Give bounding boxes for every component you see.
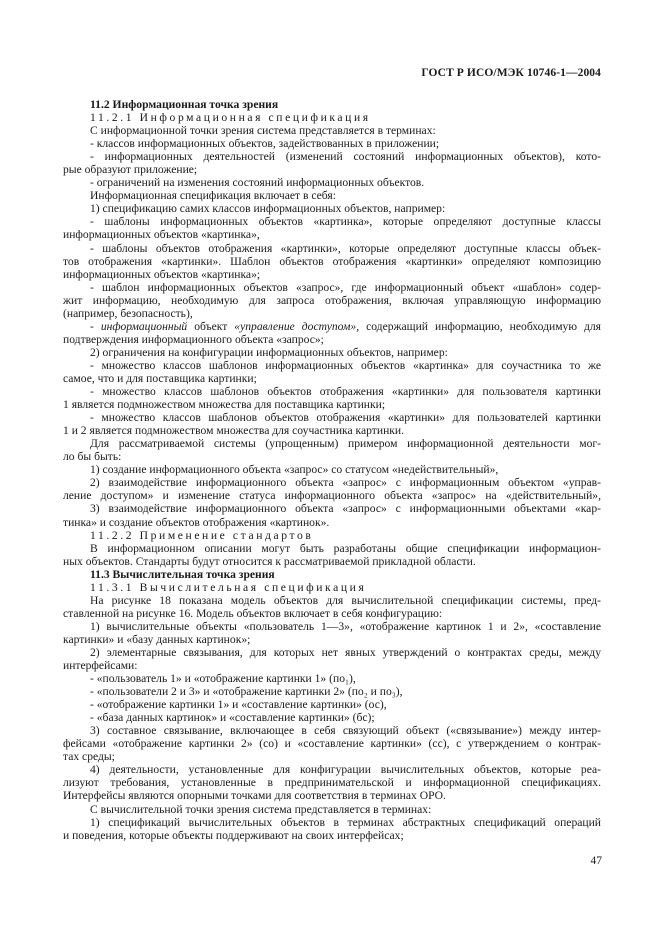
text-line: 3) взаимодействие информационного объекта «запрос» с информационными объектами «кар-: [90, 502, 601, 516]
text-line: информационных объектов «картинка»,: [63, 228, 260, 242]
text-line: - информационный объект «управление доступом», содержащий информацию, необходимую для: [90, 319, 601, 333]
body-text: [63, 98, 601, 842]
text-line: жит информацию, необходимую для запроса отображения, включая управляющую информацию: [63, 293, 601, 307]
text-line: - информационных деятельностей (изменений состояний информационных объектов), кото-: [90, 150, 601, 164]
text-line: - шаблон информационных объектов «запрос», где информационный объект «шаблон» содер-: [90, 280, 601, 294]
text-line: В информационном описании могут быть разработаны общие спецификации информацион-: [90, 541, 601, 555]
text-line: - классов информационных объектов, задействованных в приложении;: [90, 137, 440, 151]
text-line: - ограничений на изменения состояний информационных объектов.: [90, 176, 425, 190]
text-line: 1) спецификацию самих классов информационных объектов, например:: [90, 202, 446, 216]
text-line: 11.3.1 Вычислительная спецификация: [90, 580, 367, 594]
text-line: Информационная спецификация включает в себя:: [90, 189, 336, 203]
text-line: - «пользователь 1» и «отображение картинки 1» (по₁),: [90, 672, 356, 686]
text-line: - «база данных картинок» и «составление картинки» (бс);: [90, 711, 375, 725]
text-line: - «пользователи 2 и 3» и «отображение картинки 2» (по₂ и по₃),: [90, 685, 403, 699]
text-line: интерфейсами:: [63, 659, 138, 673]
text-line: ных объектов. Стандарты будут относится к рассматриваемой прикладной области.: [63, 554, 476, 568]
page-header: ГОСТ Р ИСО/МЭК 10746-1—2004: [421, 67, 601, 79]
text-line: 2) взаимодействие информационного объекта «запрос» с информационным объектом «управ-: [90, 476, 601, 490]
text-line: Для рассматриваемой системы (упрощенным) примером информационной деятельности мог-: [90, 437, 601, 451]
text-line: 3) составное связывание, включающее в себя связующий объект («связывание») между интер-: [90, 724, 601, 738]
text-line: рые образуют приложение;: [63, 163, 198, 177]
text-line: 1) спецификаций вычислительных объектов в терминах абстрактных спецификаций операций: [90, 815, 601, 829]
page-number: 47: [590, 855, 602, 867]
text-line: - «отображение картинки 1» и «составление картинки» (ос),: [90, 698, 387, 712]
text-line: тинка» и создание объектов отображения «картинок».: [63, 515, 330, 529]
text-line: лизуют требования, установленные в предпринимательской и информационной спецификациях.: [63, 776, 601, 790]
text-line: - шаблоны информационных объектов «картинка», которые определяют доступные классы: [90, 215, 601, 229]
text-line: 11.2.2 Применение стандартов: [90, 528, 314, 542]
text-line: 1 является подмножеством множества для поставщика картинки;: [63, 398, 386, 412]
text-line: 4) деятельности, установленные для конфигурации вычислительных объектов, которые реа-: [90, 763, 601, 777]
text-line: подтверждения информационного объекта «запрос»;: [63, 332, 324, 346]
text-line: ление доступом» и изменение статуса информационного объекта «запрос» на «действительный»,: [63, 489, 601, 503]
text-line: 1 и 2 является подмножеством множества для соучастника картинки.: [63, 424, 405, 438]
text-line: тах среды;: [63, 750, 115, 764]
text-line: и поведения, которые объекты поддерживают на своих интерфейсах;: [63, 828, 404, 842]
text-line: 11.2 Информационная точка зрения: [90, 98, 279, 111]
text-line: ло бы быть:: [63, 450, 122, 464]
text-line: - шаблоны объектов отображения «картинки», которые определяют доступные классы объек-: [90, 241, 601, 255]
text-line: фейсами «отображение картинки 2» (со) и «составление картинки» (сс), с утверждением о контрак-: [63, 737, 601, 751]
text-line: На рисунке 18 показана модель объектов для вычислительной спецификации системы, пред-: [90, 593, 601, 607]
text-line: - множество классов шаблонов объектов отображения «картинки» для пользователей картинки: [90, 411, 601, 425]
text-line: 1) создание информационного объекта «запрос» со статусом «недействительный»,: [90, 463, 499, 477]
text-line: 1) вычислительные объекты «пользователь 1—3», «отображение картинок 1 и 2», «составление: [90, 619, 601, 633]
text-line: С информационной точки зрения система представляется в терминах:: [90, 124, 436, 138]
text-line: ставленной на рисунке 16. Модель объектов включает в себя конфигурацию:: [63, 606, 443, 620]
text-line: - множество классов шаблонов информационных объектов «картинка» для соучастника то же: [90, 358, 601, 372]
text-line: 2) ограничения на конфигурации информационных объектов, например:: [90, 345, 448, 359]
text-line: 11.3 Вычислительная точка зрения: [90, 567, 275, 581]
text-line: 11.2.1 Информационная спецификация: [90, 111, 371, 125]
text-line: тов отображения «картинки». Шаблон объектов отображения «картинки» определяют композицию: [63, 254, 601, 268]
text-line: С вычислительной точки зрения система представляется в терминах:: [90, 802, 432, 816]
text-line: Интерфейсы являются опорными точками для соответствия в терминах ОРО.: [63, 789, 446, 803]
text-line: 2) элементарные связывания, для которых нет явных утверждений о контрактах среды, между: [90, 645, 601, 659]
text-line: (например, безопасность),: [63, 306, 193, 320]
text-line: - множество классов шаблонов объектов отображения «картинки» для пользователя картинки: [90, 385, 601, 399]
text-line: картинки» и «базу данных картинок»;: [63, 632, 251, 646]
text-line: информационных объектов «картинка»;: [63, 267, 261, 281]
text-line: самое, что и для поставщика картинки;: [63, 371, 257, 385]
